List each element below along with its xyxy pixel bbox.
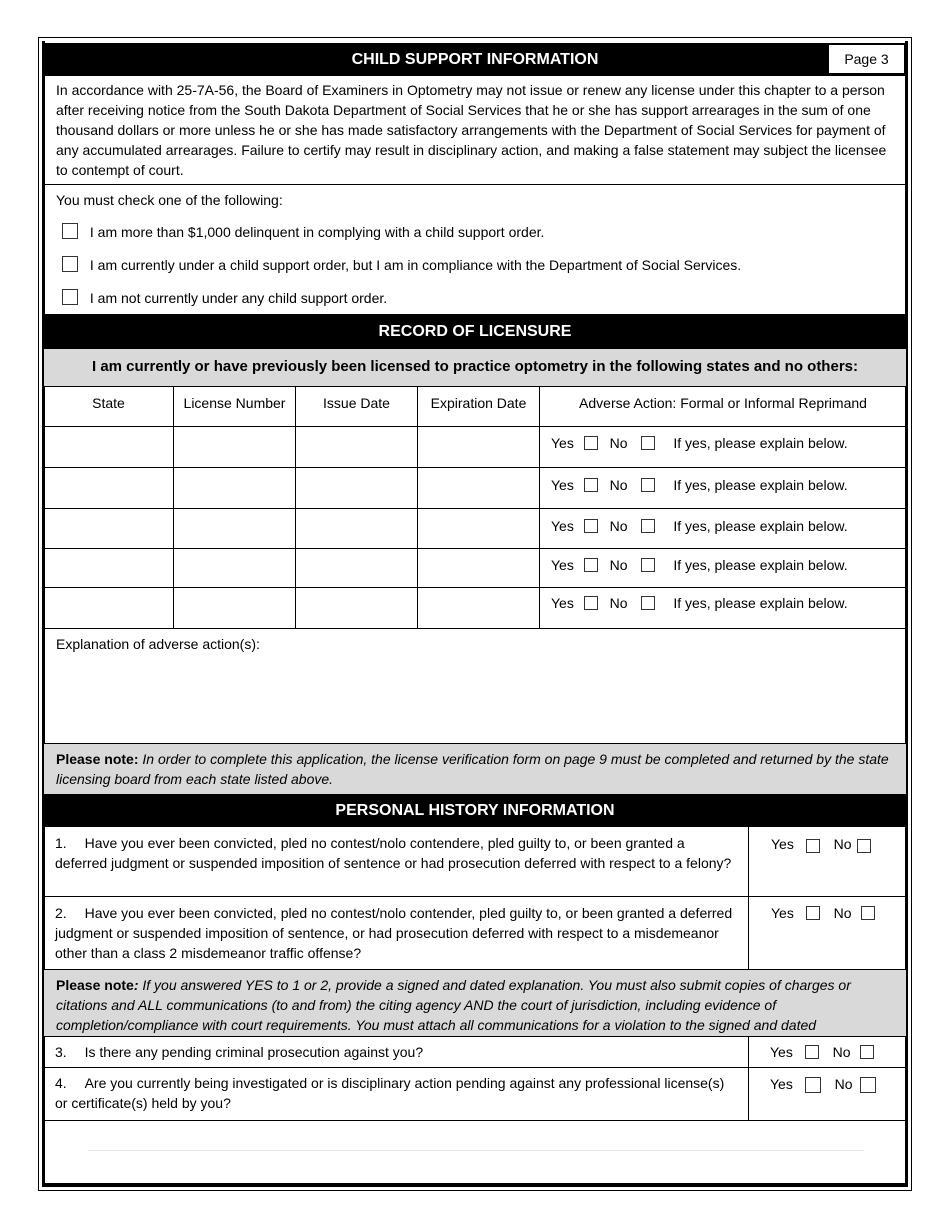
yes-checkbox[interactable] bbox=[805, 1045, 819, 1059]
issue-date-cell[interactable] bbox=[296, 588, 417, 628]
page-number bbox=[828, 44, 905, 74]
issue-date-cell[interactable] bbox=[296, 509, 417, 548]
yes-checkbox[interactable] bbox=[584, 519, 598, 533]
no-checkbox[interactable] bbox=[641, 478, 655, 492]
col-header-license-number: License Number bbox=[183, 395, 286, 411]
no-label: No bbox=[833, 905, 852, 921]
note-colon: : bbox=[133, 977, 139, 993]
option-label: I am not currently under any child support order. bbox=[89, 290, 388, 306]
table-row bbox=[44, 549, 906, 587]
yes-label: Yes bbox=[770, 1076, 793, 1092]
note-label: Please note bbox=[56, 977, 134, 993]
licensure-header bbox=[44, 314, 906, 349]
no-label: No bbox=[609, 557, 628, 573]
question-2-answers bbox=[771, 903, 875, 923]
no-checkbox[interactable] bbox=[861, 906, 875, 920]
issue-date-cell[interactable] bbox=[296, 468, 417, 508]
question-3-answers bbox=[770, 1042, 874, 1062]
expiration-date-cell[interactable] bbox=[418, 588, 539, 628]
issue-date-cell[interactable] bbox=[296, 427, 417, 467]
question-4-answers bbox=[770, 1074, 876, 1094]
adverse-action-cell bbox=[551, 475, 848, 495]
personal-history-header bbox=[44, 794, 906, 827]
child-support-header bbox=[44, 43, 906, 76]
question-2 bbox=[55, 903, 735, 963]
yes-checkbox[interactable] bbox=[584, 478, 598, 492]
yes-label: Yes bbox=[770, 1044, 793, 1060]
child-support-paragraph-text: In accordance with 25-7A-56, the Board of Examiners in Optometry may not issue or renew any license under this chapter to a person after receiving notice from the South Dakota Department of Social Services that he or she has support arrearages in the sum of one thousand dollars or more unless he or she has made satisfactory arrangements with the Department of Social Services for payment of any accumulated arrearages. Failure to certify may result in disciplinary action, and making a false statement may subject the licensee to contempt of court. bbox=[56, 82, 887, 178]
license-number-cell[interactable] bbox=[174, 509, 295, 548]
adverse-action-cell bbox=[551, 593, 848, 613]
yes-checkbox[interactable] bbox=[806, 906, 820, 920]
explanation-field[interactable] bbox=[44, 656, 906, 742]
divider bbox=[748, 1036, 749, 1121]
explain-text: If yes, please explain below. bbox=[673, 435, 848, 451]
yes-label: Yes bbox=[551, 518, 574, 534]
license-number-cell[interactable] bbox=[174, 549, 295, 587]
yes-checkbox[interactable] bbox=[584, 436, 598, 450]
table-row bbox=[44, 509, 906, 548]
licensure-subtitle-bar bbox=[44, 349, 906, 386]
question-number: 4. bbox=[55, 1075, 67, 1091]
no-checkbox[interactable] bbox=[641, 436, 655, 450]
col-header-state: State bbox=[92, 395, 125, 411]
yes-checkbox[interactable] bbox=[584, 596, 598, 610]
yes-label: Yes bbox=[551, 557, 574, 573]
no-label: No bbox=[609, 595, 628, 611]
no-checkbox[interactable] bbox=[860, 1045, 874, 1059]
licensure-note bbox=[44, 743, 906, 794]
no-label: No bbox=[609, 518, 628, 534]
no-label: No bbox=[834, 1076, 853, 1092]
no-label: No bbox=[609, 435, 628, 451]
option-label: I am currently under a child support order, but I am in compliance with the Department of Social Services. bbox=[89, 257, 742, 273]
question-text: Have you ever been convicted, pled no contest/nolo contender, pled guilty to, or been granted a deferred judgment or suspended imposition of sentence, or had prosecution deferred with respect to a misdemeanor other than a class 2 misdemeanor traffic offense? bbox=[55, 905, 733, 961]
yes-label: Yes bbox=[771, 836, 794, 852]
yes-checkbox[interactable] bbox=[805, 1077, 821, 1093]
child-support-paragraph bbox=[56, 80, 896, 180]
divider bbox=[748, 827, 749, 969]
faint-rule bbox=[88, 1150, 864, 1151]
adverse-action-cell bbox=[551, 433, 848, 453]
option-checkbox[interactable] bbox=[62, 289, 78, 305]
question-text: Have you ever been convicted, pled no contest/nolo contendere, pled guilty to, or been granted a deferred judgment or suspended imposition of sentence or had prosecution deferred with respect to a felony? bbox=[55, 835, 732, 871]
child-support-option-1[interactable] bbox=[62, 222, 544, 242]
col-header-expiration-date: Expiration Date bbox=[430, 395, 527, 411]
divider bbox=[44, 1120, 906, 1121]
explain-text: If yes, please explain below. bbox=[673, 595, 848, 611]
yes-label: Yes bbox=[551, 477, 574, 493]
no-checkbox[interactable] bbox=[857, 839, 871, 853]
state-cell[interactable] bbox=[44, 588, 173, 628]
divider bbox=[44, 1036, 906, 1037]
note-text: If you answered YES to 1 or 2, provide a signed and dated explanation. You must also submit copies of charges or citations and ALL communications (to and from) the citing agency AND the court of jurisdiction, including evidence of completion/compliance with court requirements. You must attach all communications for a violation to the signed and dated bbox=[56, 977, 851, 1033]
yes-label: Yes bbox=[771, 905, 794, 921]
expiration-date-cell[interactable] bbox=[418, 468, 539, 508]
page-number-label: Page 3 bbox=[844, 51, 889, 67]
option-checkbox[interactable] bbox=[62, 223, 78, 239]
divider bbox=[44, 896, 906, 897]
no-checkbox[interactable] bbox=[641, 596, 655, 610]
question-4 bbox=[55, 1073, 739, 1113]
yes-label: Yes bbox=[551, 435, 574, 451]
no-checkbox[interactable] bbox=[641, 558, 655, 572]
no-label: No bbox=[832, 1044, 851, 1060]
question-number: 2. bbox=[55, 905, 67, 921]
question-text: Is there any pending criminal prosecution against you? bbox=[84, 1044, 424, 1060]
licensure-subtitle: I am currently or have previously been licensed to practice optometry in the following states and no others: bbox=[91, 358, 858, 375]
table-row bbox=[44, 427, 906, 467]
note-text: In order to complete this application, the license verification form on page 9 must be completed and returned by the state licensing board from each state listed above. bbox=[56, 751, 889, 787]
personal-history-note bbox=[44, 970, 906, 1036]
licensure-title: RECORD OF LICENSURE bbox=[378, 323, 572, 340]
divider bbox=[44, 628, 906, 629]
yes-checkbox[interactable] bbox=[584, 558, 598, 572]
divider bbox=[44, 743, 906, 744]
child-support-option-2[interactable] bbox=[62, 255, 741, 275]
state-cell[interactable] bbox=[44, 468, 173, 508]
question-1-answers bbox=[771, 834, 871, 854]
divider bbox=[44, 184, 906, 185]
explain-text: If yes, please explain below. bbox=[673, 477, 848, 493]
expiration-date-cell[interactable] bbox=[418, 509, 539, 548]
option-label: I am more than $1,000 delinquent in complying with a child support order. bbox=[89, 224, 545, 240]
note-label: Please note: bbox=[56, 751, 139, 767]
yes-label: Yes bbox=[551, 595, 574, 611]
adverse-action-cell bbox=[551, 555, 848, 575]
child-support-instruction: You must check one of the following: bbox=[56, 192, 283, 208]
divider bbox=[44, 1067, 906, 1068]
issue-date-cell[interactable] bbox=[296, 549, 417, 587]
question-3 bbox=[55, 1042, 735, 1062]
option-checkbox[interactable] bbox=[62, 256, 78, 272]
table-row bbox=[44, 588, 906, 628]
state-cell[interactable] bbox=[44, 427, 173, 467]
expiration-date-cell[interactable] bbox=[418, 427, 539, 467]
child-support-option-3[interactable] bbox=[62, 288, 387, 308]
explain-text: If yes, please explain below. bbox=[673, 557, 848, 573]
personal-history-title: PERSONAL HISTORY INFORMATION bbox=[335, 802, 615, 819]
license-number-cell[interactable] bbox=[174, 468, 295, 508]
state-cell[interactable] bbox=[44, 549, 173, 587]
license-number-cell[interactable] bbox=[174, 588, 295, 628]
col-header-issue-date: Issue Date bbox=[323, 395, 390, 411]
question-1 bbox=[55, 833, 735, 873]
question-number: 3. bbox=[55, 1044, 67, 1060]
question-text: Are you currently being investigated or is disciplinary action pending against any professional license(s) or certificate(s) held by you? bbox=[55, 1075, 725, 1111]
state-cell[interactable] bbox=[44, 509, 173, 548]
explanation-label: Explanation of adverse action(s): bbox=[56, 636, 260, 652]
no-label: No bbox=[609, 477, 628, 493]
license-number-cell[interactable] bbox=[174, 427, 295, 467]
yes-checkbox[interactable] bbox=[806, 839, 820, 853]
table-row bbox=[44, 468, 906, 508]
no-checkbox[interactable] bbox=[641, 519, 655, 533]
adverse-action-cell bbox=[551, 516, 848, 536]
child-support-title: CHILD SUPPORT INFORMATION bbox=[351, 51, 599, 68]
no-checkbox[interactable] bbox=[860, 1077, 876, 1093]
no-label: No bbox=[833, 836, 852, 852]
expiration-date-cell[interactable] bbox=[418, 549, 539, 587]
col-header-adverse-action: Adverse Action: Formal or Informal Reprimand bbox=[579, 395, 867, 411]
question-number: 1. bbox=[55, 835, 67, 851]
explain-text: If yes, please explain below. bbox=[673, 518, 848, 534]
